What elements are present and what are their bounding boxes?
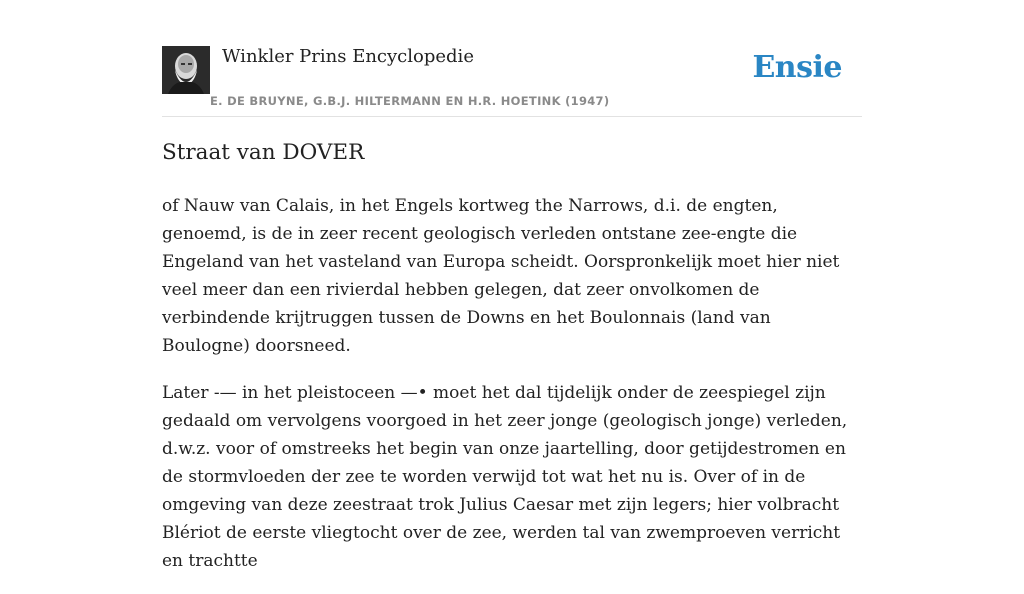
author-portrait-image <box>162 46 210 94</box>
author-avatar <box>162 46 210 94</box>
encyclopedia-authors: E. DE BRUYNE, G.B.J. HILTERMANN EN H.R. HOETINK (1947) <box>210 94 610 108</box>
article-title: Straat van DOVER <box>162 140 365 165</box>
encyclopedia-title[interactable]: Winkler Prins Encyclopedie <box>222 46 474 67</box>
ensie-logo-link[interactable]: Ensie <box>752 50 842 85</box>
source-header <box>162 46 862 117</box>
article-paragraph: of Nauw van Calais, in het Engels kortweg the Narrows, d.i. de engten, genoemd, is de in zeer recent geologisch verleden ontstane zee-engte die Engeland van het vasteland van Europa scheidt. Oorspronkelijk moet hier niet veel meer dan een rivierdal hebben gelegen, dat zeer onvolkomen de verbindende krijtruggen tussen de Downs en het Boulonnais (land van Boulogne) doorsneed. <box>162 196 840 356</box>
article-body <box>162 192 862 594</box>
article-paragraph: Later -— in het pleistoceen —• moet het dal tijdelijk onder de zeespiegel zijn gedaald om vervolgens voorgoed in het zeer jonge (geologisch jonge) verleden, d.w.z. voor of omstreeks het begin van onze jaartelling, door getijdestromen en de stormvloeden der zee te worden verwijd tot wat het nu is. Over of in de omgeving van deze zeestraat trok Julius Caesar met zijn legers; hier volbracht Blériot de eerste vliegtocht over de zee, werden tal van zwemproeven verricht en trachtte <box>162 383 848 571</box>
